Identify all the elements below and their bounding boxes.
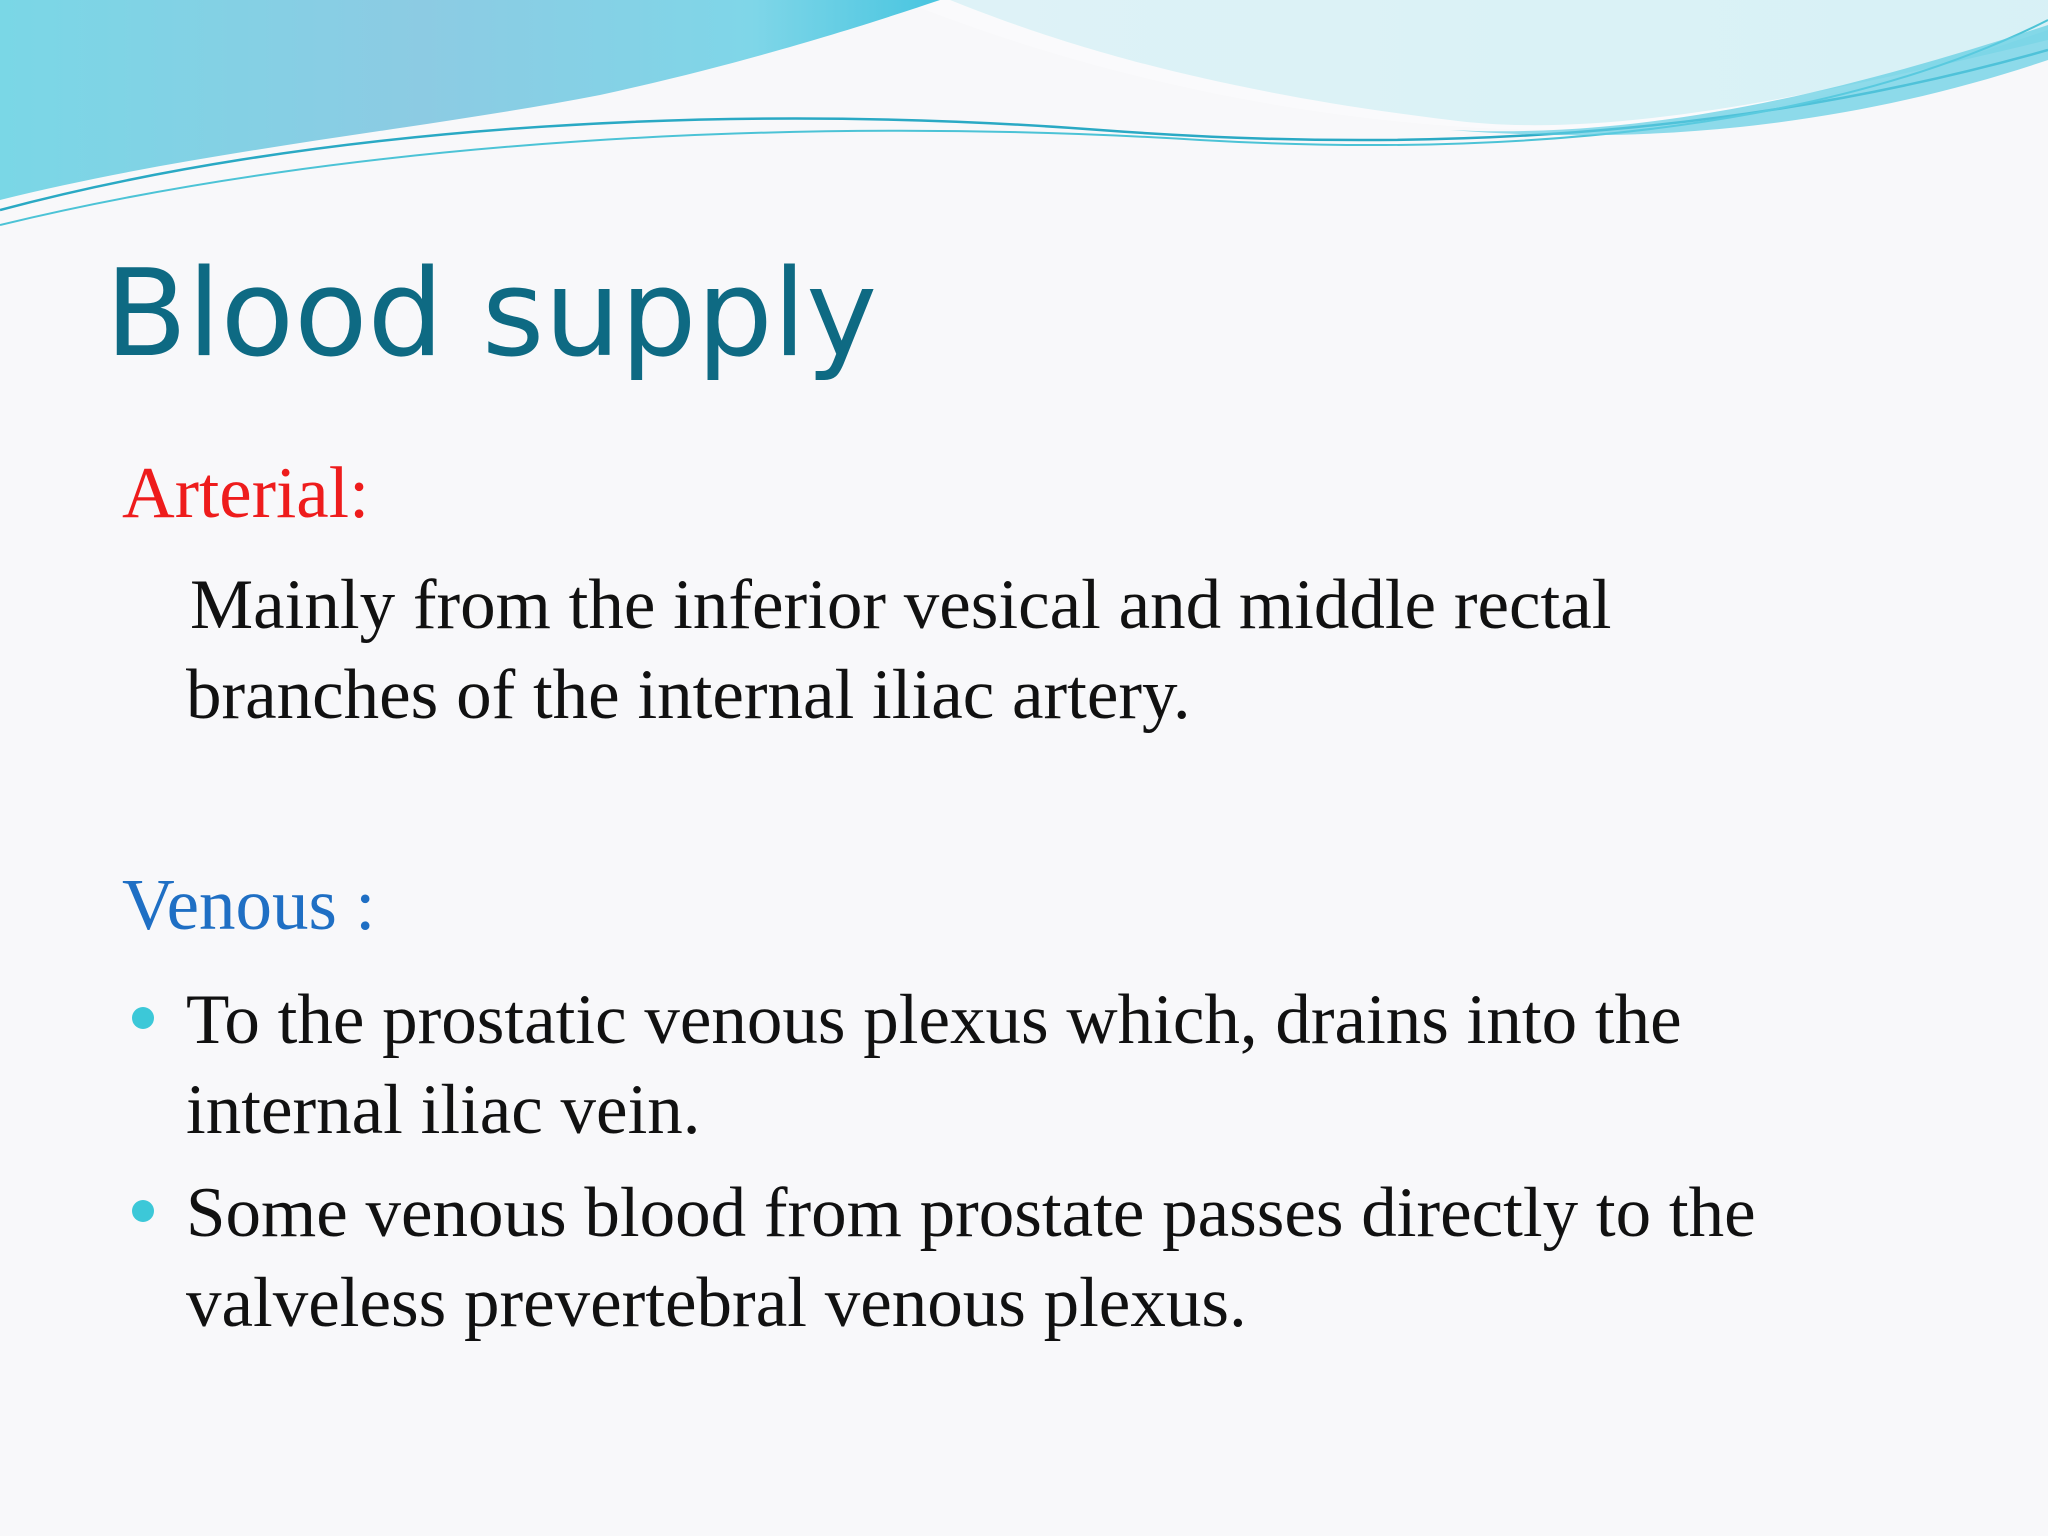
bullet-line: valveless prevertebral venous plexus. [186,1264,1247,1342]
arterial-description [186,560,1611,740]
slide-title: Blood supply [105,245,878,384]
arterial-line: branches of the internal iliac artery. [186,656,1191,734]
arterial-line: Mainly from the inferior vesical and middle rectal [190,566,1612,644]
venous-heading: Venous : [122,864,376,945]
bullet-line: internal iliac vein. [186,1071,701,1149]
header-wave-decoration [0,0,2048,240]
bullet-line: To the prostatic venous plexus which, drains into the [186,981,1682,1059]
bullet-icon [132,1007,154,1029]
arterial-heading: Arterial: [122,452,370,533]
bullet-icon [132,1200,154,1222]
bullet-text [186,975,1682,1155]
bullet-text [186,1168,1756,1348]
bullet-line: Some venous blood from prostate passes directly to the [186,1174,1756,1252]
